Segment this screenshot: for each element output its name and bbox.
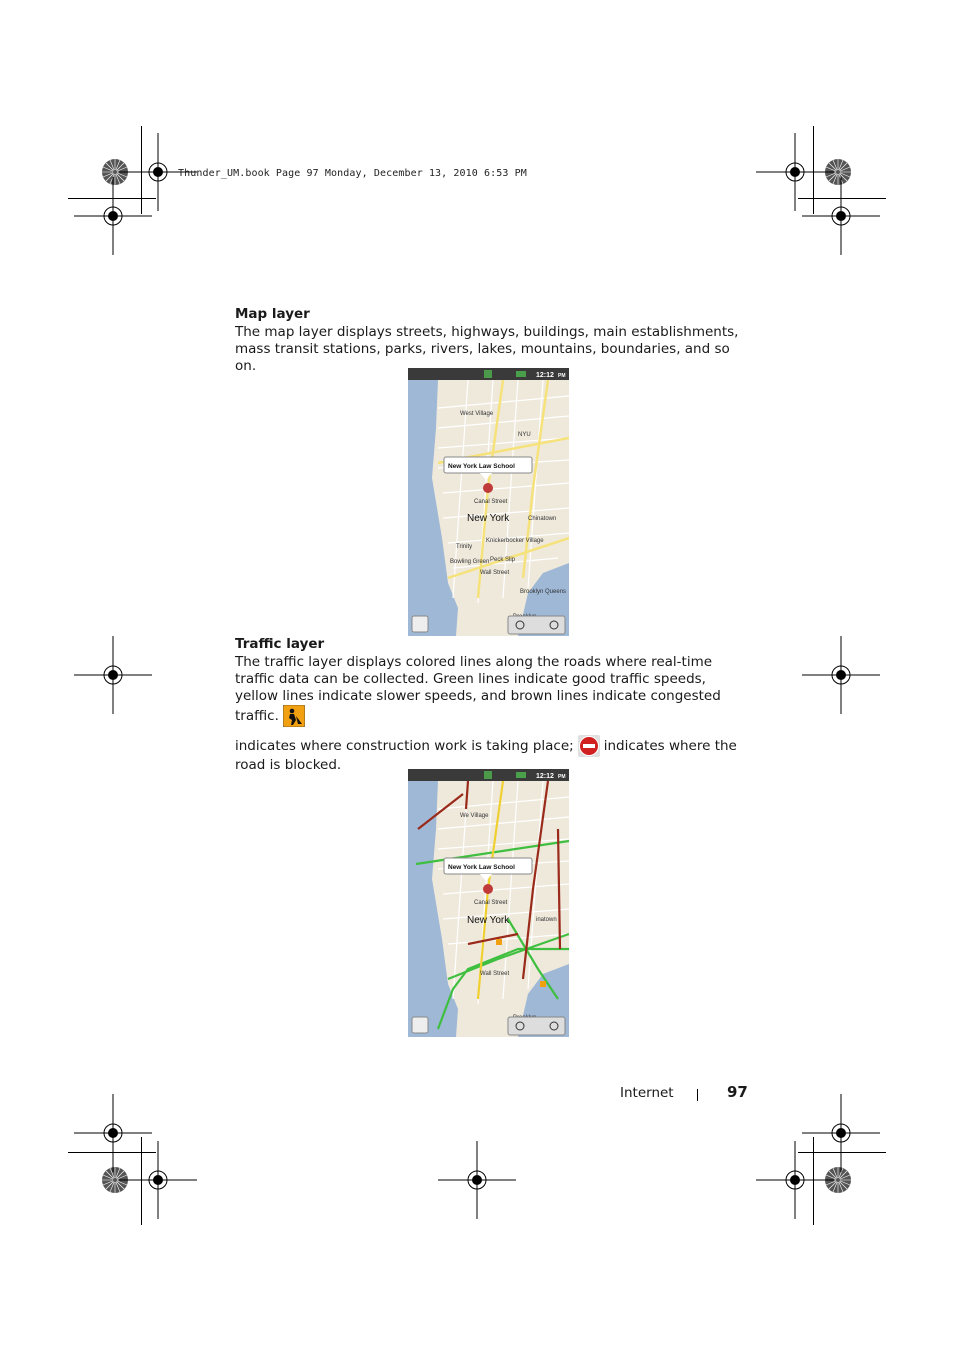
label-wall-street: Wall Street — [480, 570, 510, 576]
page-number: 97 — [727, 1083, 748, 1101]
label-new-york: New York — [467, 915, 510, 926]
location-pin-icon — [483, 483, 493, 493]
traffic-map-image — [408, 769, 569, 1037]
label-west-village: West Village — [460, 411, 494, 417]
construction-marker-icon — [496, 939, 502, 945]
paragraph-map-layer: The map layer displays streets, highways, buildings, main establishments, mass transit stations, parks, rivers, lakes, mountains, boundaries, and so on. — [235, 324, 739, 374]
callout-label: New York Law School — [448, 864, 515, 871]
construction-marker-icon — [540, 981, 546, 987]
menu-icon[interactable] — [412, 1017, 428, 1033]
label-chinatown: inatown — [536, 917, 557, 923]
callout-label: New York Law School — [448, 463, 515, 470]
map-screenshot-traffic-layer — [408, 769, 569, 1037]
footer-separator — [697, 1089, 698, 1101]
construction-icon — [283, 705, 305, 727]
status-ampm: PM — [558, 373, 566, 379]
label-canal-street: Canal Street — [474, 499, 508, 505]
label-brooklyn-queens: Brooklyn Queens — [520, 589, 567, 595]
label-bowling-green: Bowling Green — [450, 559, 490, 565]
status-ampm: PM — [558, 774, 566, 780]
zoom-controls[interactable] — [508, 1017, 565, 1035]
traffic-text-part3: indicates where the road is blocked. — [235, 738, 737, 773]
label-west-village: We Village — [460, 813, 489, 819]
traffic-text-part2: indicates where construction work is taking place; — [235, 738, 574, 754]
road-blocked-icon — [578, 735, 600, 757]
heading-map-layer: Map layer — [235, 306, 310, 322]
status-time: 12:12 — [536, 773, 554, 780]
label-trinity: Trinity — [456, 544, 473, 550]
label-new-york: New York — [467, 513, 510, 524]
menu-icon[interactable] — [412, 616, 428, 632]
status-time: 12:12 — [536, 372, 554, 379]
label-peck-slip: Peck Slip — [490, 557, 516, 563]
label-canal-street: Canal Street — [474, 900, 508, 906]
location-pin-icon — [483, 884, 493, 894]
zoom-controls[interactable] — [508, 616, 565, 634]
label-knickerbocker: Knickerbocker Village — [486, 538, 544, 544]
label-chinatown: Chinatown — [528, 516, 557, 522]
print-slug: Thunder_UM.book Page 97 Monday, December 13, 2010 6:53 PM — [178, 168, 527, 179]
traffic-text-part1: The traffic layer displays colored lines along the roads where real-time traffic data can be collected. Green lines indicate good traffic speeds, yellow lines indicate slower speeds, and brown lines indicate congested traffic. — [235, 654, 721, 724]
label-nyu: NYU — [518, 432, 531, 438]
footer-section: Internet — [620, 1085, 674, 1101]
map-image — [408, 368, 569, 636]
paragraph-traffic-layer — [235, 654, 750, 774]
map-screenshot-map-layer — [408, 368, 569, 636]
label-wall-street: Wall Street — [480, 971, 510, 977]
heading-traffic-layer: Traffic layer — [235, 636, 325, 652]
